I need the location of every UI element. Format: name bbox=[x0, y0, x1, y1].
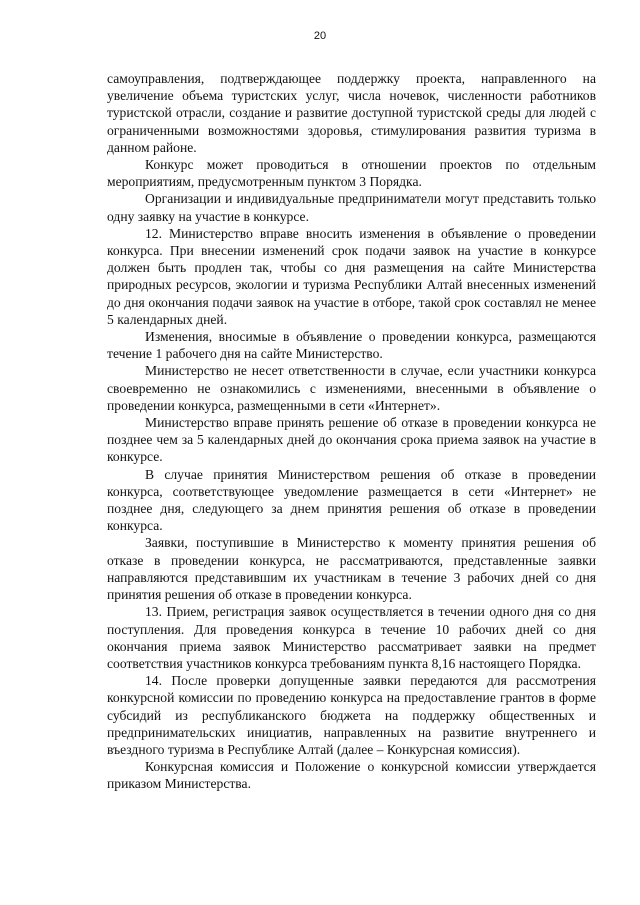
paragraph-clause-12: 12. Министерство вправе вносить изменения в объявление о проведении конкурса. При внесении изменений срок подачи заявок на участие в конкурсе должен быть продлен так, чтобы со дня размещения на сайте Министерства природных ресурсов, экологии и туризма Республики Алтай внесенных изменений до дня окончания подачи заявок на участие в отборе, такой срок составлял не менее 5 календарных дней. bbox=[107, 225, 596, 327]
document-body bbox=[107, 70, 596, 793]
paragraph-no-responsibility: Министерство не несет ответственности в случае, если участники конкурса своевременно не ознакомились с изменениями, внесенными в объявление о проведении конкурса, размещенными в сети «Интернет». bbox=[107, 363, 596, 413]
paragraph-changes-published: Изменения, вносимые в объявление о проведении конкурса, размещаются течение 1 рабочего дня на сайте Министерство. bbox=[107, 329, 596, 362]
paragraph-right-to-cancel: Министерство вправе принять решение об отказе в проведении конкурса не позднее чем за 5 календарных дней до окончания срока приема заявок на участие в конкурсе. bbox=[107, 415, 596, 465]
paragraph-applications-returned: Заявки, поступившие в Министерство к моменту принятия решения об отказе в проведении конкурса, не рассматриваются, представленные заявки направляются представившим их участникам в течение 3 рабочих дней со дня принятия решения об отказе в проведении конкурса. bbox=[107, 535, 596, 603]
paragraph-one-application: Организации и индивидуальные предприниматели могут представить только одну заявку на участие в конкурсе. bbox=[107, 191, 596, 224]
paragraph-cancel-notice: В случае принятия Министерством решения об отказе в проведении конкурса, соответствующее уведомление размещается в сети «Интернет» не позднее дня, следующего за днем принятия решения об отказе в проведении конкурса. bbox=[107, 466, 596, 534]
paragraph-contest-scope: Конкурс может проводиться в отношении проектов по отдельным мероприятиям, предусмотренным пунктом 3 Порядка. bbox=[107, 157, 596, 190]
paragraph-continuation: самоуправления, подтверждающее поддержку проекта, направленного на увеличение объема туристских услуг, числа ночевок, численности работников туристской отрасли, создание и развитие доступной туристской среды для людей с ограниченными возможностями здоровья, стимулирования развития туризма в данном районе. bbox=[107, 71, 596, 155]
paragraph-clause-13: 13. Прием, регистрация заявок осуществляется в течении одного дня со дня поступления. Для проведения конкурса в течение 10 рабочих дней со дня окончания приема заявок Министерство рассматривает заявки на предмет соответствия участников конкурса требованиям пункта 8,16 настоящего Порядка. bbox=[107, 604, 596, 671]
paragraph-commission-approval: Конкурсная комиссия и Положение о конкурсной комиссии утверждается приказом Министерства. bbox=[107, 759, 596, 792]
paragraph-clause-14: 14. После проверки допущенные заявки передаются для рассмотрения конкурсной комиссии по проведению конкурса на предоставление грантов в форме субсидий из республиканского бюджета на поддержку общественных и предпринимательских инициатив, направленных на развитие внутреннего и въездного туризма в Республике Алтай (далее – Конкурсная комиссия). bbox=[107, 673, 596, 757]
page-number: 20 bbox=[313, 30, 327, 42]
